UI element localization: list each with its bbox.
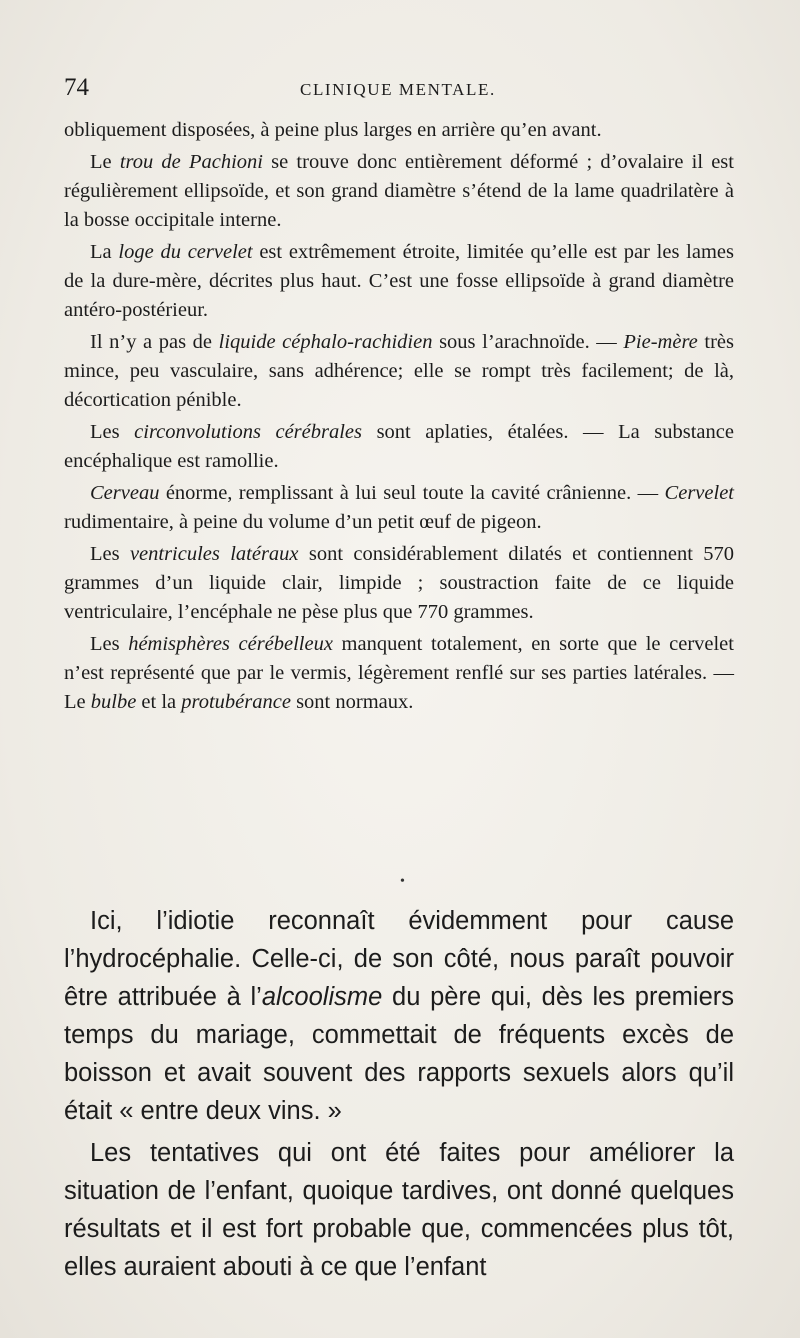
text-run: manquent totalement, en sorte que le cervelet n’est représenté que par le vermis, légèrement renflé sur ses parties latérales. — Le	[64, 633, 734, 713]
text-run: sont aplaties, étalées. — La substance encéphalique est ramollie.	[64, 421, 734, 472]
emphasis: Pie-mère	[623, 331, 698, 353]
text-run: se trouve donc entièrement déformé ; d’ovalaire il est régulièrement ellipsoïde, et son grand diamètre s’étend de la lame quadrilatère à la bosse occipitale interne.	[64, 151, 734, 231]
paragraph	[64, 418, 734, 476]
emphasis: loge du cervelet	[118, 241, 253, 263]
paragraph	[64, 148, 734, 235]
emphasis: protubérance	[181, 691, 291, 713]
text-run: obliquement disposées, à peine plus larges en arrière qu’en avant.	[64, 119, 602, 141]
paragraph	[64, 902, 734, 1130]
paragraph	[64, 328, 734, 415]
text-run: Il n’y a pas de	[90, 331, 219, 353]
text-run: énorme, remplissant à lui seul toute la cavité crânienne. —	[159, 482, 665, 504]
text-run: sous l’arachnoïde. —	[432, 331, 624, 353]
commentary-text	[64, 902, 734, 1290]
text-run: Les tentatives qui ont été faites pour améliorer la situation de l’enfant, quoique tardives, ont donné quelques résultats et il est fort probable que, commencées plus tôt, elles auraient abouti à ce que l’enfant	[64, 1139, 734, 1281]
text-run: Les	[90, 421, 135, 443]
text-run: La	[90, 241, 119, 263]
text-run: rudimentaire, à peine du volume d’un petit œuf de pigeon.	[64, 511, 542, 533]
emphasis: hémisphères cérébelleux	[128, 633, 333, 655]
text-run: sont normaux.	[290, 691, 414, 713]
text-run: et la	[136, 691, 182, 713]
paragraph	[64, 540, 734, 627]
paragraph	[64, 630, 734, 717]
text-run: Le	[90, 151, 120, 173]
text-run: est extrêmement étroite, limitée qu’elle est par les lames de la dure-mère, décrites plus haut. C’est une fosse ellipsoïde à grand diamètre antéro-postérieur.	[64, 241, 734, 321]
emphasis: alcoolisme	[261, 983, 383, 1011]
paragraph	[64, 479, 734, 537]
paragraph	[64, 116, 734, 145]
text-run: du père qui, dès les premiers temps du mariage, commettait de fréquents excès de boisson et avait souvent des rapports sexuels alors qu’il était « entre deux vins. »	[64, 983, 734, 1125]
emphasis: Cervelet	[664, 482, 734, 504]
text-run: Les	[90, 633, 129, 655]
section-ornament: •	[400, 874, 405, 889]
text-run: Les	[90, 543, 130, 565]
page-header	[64, 74, 736, 106]
paragraph	[64, 1134, 734, 1286]
text-run: sont considérablement dilatés et contiennent 570 grammes d’un liquide clair, limpide ; soustraction faite de ce liquide ventriculaire, l’encéphale ne pèse plus que 770 grammes.	[64, 543, 734, 623]
emphasis: liquide céphalo-rachidien	[218, 331, 433, 353]
page-number: 74	[64, 74, 89, 101]
paragraph	[64, 238, 734, 325]
emphasis: circonvolutions cérébrales	[134, 421, 363, 443]
emphasis: Cerveau	[90, 482, 160, 504]
running-title: CLINIQUE MENTALE.	[300, 80, 496, 99]
observation-text	[64, 116, 734, 720]
text-run: très mince, peu vasculaire, sans adhérence; elle se rompt très facilement; de là, décortication pénible.	[64, 331, 734, 411]
emphasis: trou de Pachioni	[119, 151, 263, 173]
text-run: Ici, l’idiotie reconnaît évidemment pour cause l’hydrocéphalie. Celle-ci, de son côté, nous paraît pouvoir être attribuée à l’	[64, 907, 734, 1011]
emphasis: bulbe	[90, 691, 137, 713]
emphasis: ventricules latéraux	[129, 543, 299, 565]
